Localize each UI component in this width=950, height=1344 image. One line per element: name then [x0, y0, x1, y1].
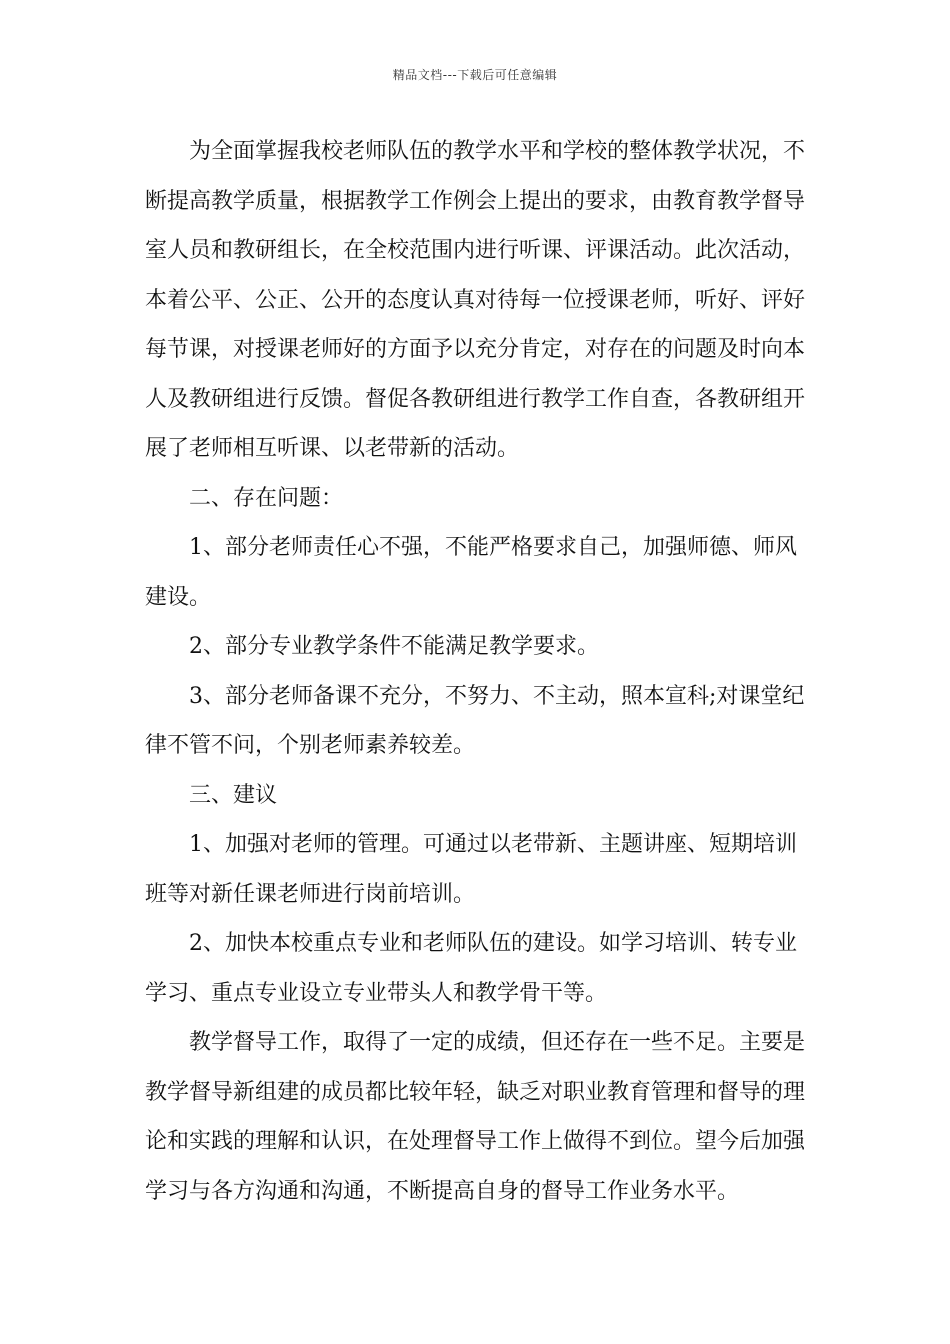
suggestion-item-2: 2、加快本校重点专业和老师队伍的建设。如学习培训、转专业学习、重点专业设立专业带头人和教学骨干等。 [145, 931, 797, 1006]
problem-item-1: 1、部分老师责任心不强，不能严格要求自己，加强师德、师风建设。 [145, 535, 797, 610]
document-body [145, 127, 810, 1216]
page-header: 精品文档---下载后可任意编辑 [392, 68, 558, 82]
problem-item-2: 2、部分专业教学条件不能满足教学要求。 [189, 634, 599, 659]
suggestion-item-1: 1、加强对老师的管理。可通过以老带新、主题讲座、短期培训班等对新任课老师进行岗前培训。 [145, 832, 797, 907]
conclusion-paragraph: 教学督导工作，取得了一定的成绩，但还存在一些不足。主要是教学督导新组建的成员都比较年轻，缺乏对职业教育管理和督导的理论和实践的理解和认识，在处理督导工作上做得不到位。望今后加强学习与各方沟通和沟通，不断提高自身的督导工作业务水平。 [145, 1030, 806, 1204]
problem-item-3: 3、部分老师备课不充分，不努力、不主动，照本宣科;对课堂纪律不管不问，个别老师素养较差。 [145, 683, 805, 758]
section-heading-suggestions: 三、建议 [189, 782, 278, 808]
intro-paragraph: 为全面掌握我校老师队伍的教学水平和学校的整体教学状况，不断提高教学质量，根据教学工作例会上提出的要求，由教育教学督导室人员和教研组长，在全校范围内进行听课、评课活动。此次活动，本着公平、公正、公开的态度认真对待每一位授课老师，听好、评好每节课，对授课老师好的方面予以充分肯定，对存在的问题及时向本人及教研组进行反馈。督促各教研组进行教学工作自查，各教研组开展了老师相互听课、以老带新的活动。 [145, 139, 806, 461]
section-heading-problems: 二、存在问题： [189, 485, 344, 511]
